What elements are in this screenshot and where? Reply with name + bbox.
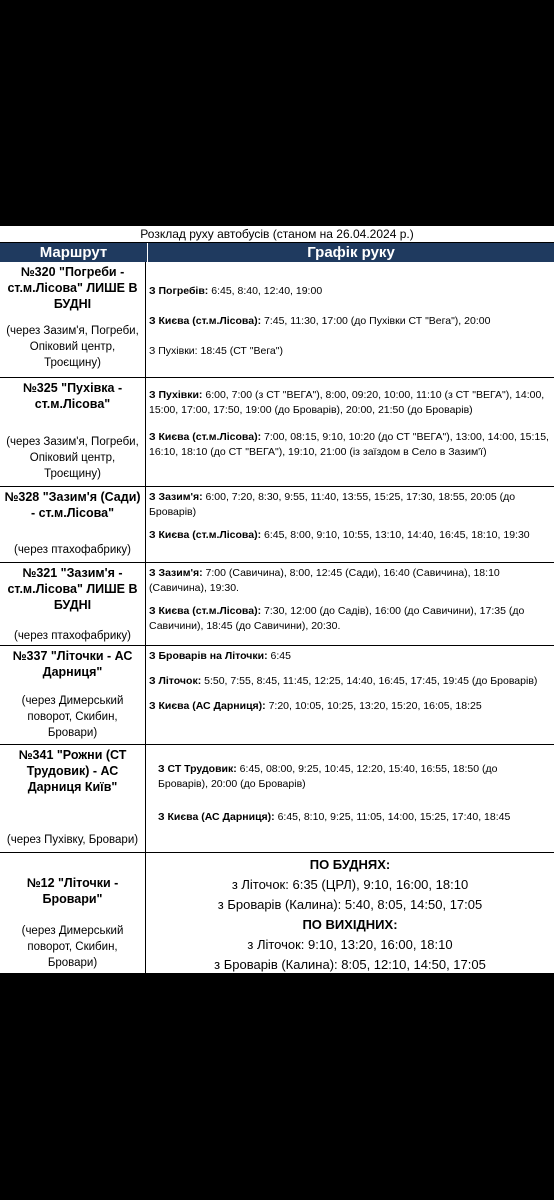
- route-via: (через Димерський поворот, Скибин, Бровари): [21, 925, 124, 969]
- schedule-line: з Броварів (Калина): 5:40, 8:05, 14:50, 17:05: [217, 897, 483, 912]
- schedule-cell: [146, 487, 554, 562]
- schedule-title: Розклад руху автобусів (станом на 26.04.2024 р.): [0, 226, 554, 243]
- route-name: №12 "Літочки - Бровари": [26, 876, 119, 906]
- route-cell: [0, 378, 146, 486]
- route-name: №320 "Погреби - ст.м.Лісова" ЛИШЕ В БУДНІ: [7, 265, 138, 311]
- schedule-line: з Літочок: 9:10, 13:20, 16:00, 18:10: [247, 937, 453, 952]
- schedule-line: З Погребів: 6:45, 8:40, 12:40, 19:00: [149, 285, 323, 297]
- schedule-line: з Броварів (Калина): 8:05, 12:10, 14:50, 17:05: [214, 957, 486, 972]
- route-cell: [0, 646, 146, 744]
- schedule-line: З Києва (ст.м.Лісова): 6:45, 8:00, 9:10, 10:55, 13:10, 14:40, 16:45, 18:10, 19:30: [149, 529, 530, 541]
- route-via: (через Димерський поворот, Скибин, Бровари): [21, 695, 124, 739]
- route-row: [0, 646, 554, 745]
- route-row: [0, 745, 554, 853]
- schedule-line: З Літочок: 5:50, 7:55, 8:45, 11:45, 12:25, 14:40, 16:45, 17:45, 19:45 (до Броварів): [149, 675, 538, 687]
- schedule-line: З Києва (ст.м.Лісова): 7:45, 11:30, 17:00 (до Пухівки СТ "Вега"), 20:00: [149, 315, 491, 327]
- route-name: №337 "Літочки - АС Дарниця": [12, 649, 133, 679]
- schedule-line: З Пухівки: 6:00, 7:00 (з СТ "ВЕГА"), 8:00, 09:20, 10:00, 11:10 (з СТ "ВЕГА"), 14:00, 15:00, 17:00, 17:50, 19:00 (до Броварів), 20:00, 21:50 (до Броварів): [149, 389, 545, 416]
- route-via: (через Пухівку, Бровари): [6, 834, 139, 846]
- schedule-line: З СТ Трудовик: 6:45, 08:00, 9:25, 10:45, 12:20, 15:40, 16:55, 18:50 (до Броварів), 20:00 (до Броварів): [158, 763, 498, 790]
- schedule-line: З Києва (АС Дарниця): 6:45, 8:10, 9:25, 11:05, 14:00, 15:25, 17:40, 18:45: [158, 811, 511, 823]
- route-name: №321 "Зазим'я - ст.м.Лісова" ЛИШЕ В БУДНІ: [7, 566, 138, 612]
- route-row: [0, 853, 554, 973]
- route-cell: [0, 745, 146, 852]
- schedule-line: З Зазим'я: 6:00, 7:20, 8:30, 9:55, 11:40, 13:55, 15:25, 17:30, 18:55, 20:05 (до Броварів): [149, 491, 516, 518]
- route-via: (через Зазим'я, Погреби, Опіковий центр, Троєщину): [6, 325, 139, 369]
- route-via: (через птахофабрику): [13, 630, 131, 642]
- route-cell: [0, 563, 146, 645]
- schedule-table: [0, 226, 554, 973]
- schedule-cell: [146, 563, 554, 645]
- schedule-line: З Києва (АС Дарниця): 7:20, 10:05, 10:25, 13:20, 15:20, 16:05, 18:25: [149, 700, 482, 712]
- route-via: (через Зазим'я, Погреби, Опіковий центр, Троєщину): [6, 436, 139, 480]
- schedule-line: З Києва (ст.м.Лісова): 7:30, 12:00 (до Садів), 16:00 (до Савичини), 17:35 (до Савичини), 18:45 (до Савичини), 20:30.: [149, 605, 525, 632]
- schedule-cell: [146, 262, 554, 377]
- schedule-line: З Києва (ст.м.Лісова): 7:00, 08:15, 9:10, 10:20 (до СТ "ВЕГА"), 13:00, 14:00, 15:15, 16:10, 18:10 (до СТ "ВЕГА"), 19:10, 21:00 (із заїздом в Село в Зазим'ї): [149, 431, 549, 458]
- route-via: (через птахофабрику): [13, 544, 131, 556]
- route-row: [0, 563, 554, 646]
- schedule-cell: [146, 853, 554, 973]
- schedule-cell: [146, 745, 554, 852]
- column-header-route: Маршрут: [0, 243, 148, 262]
- schedule-line: З Пухівки: 18:45 (СТ "Вега"): [149, 345, 283, 357]
- route-name: №341 "Рожни (СТ Трудовик) - АС Дарниця Київ": [18, 748, 127, 794]
- schedule-cell: [146, 378, 554, 486]
- route-cell: [0, 853, 146, 973]
- column-header-schedule: Графік руку: [307, 244, 395, 261]
- route-row: [0, 262, 554, 378]
- schedule-line: з Літочок: 6:35 (ЦРЛ), 9:10, 16:00, 18:10: [231, 877, 469, 892]
- schedule-line: З Зазим'я: 7:00 (Савичина), 8:00, 12:45 (Сади), 16:40 (Савичина), 18:10 (Савичина), 19:30.: [149, 567, 500, 594]
- route-row: [0, 378, 554, 487]
- route-cell: [0, 262, 146, 377]
- weekends-header: ПО ВИХІДНИХ:: [302, 917, 398, 932]
- route-name: №328 "Зазим'я (Сади) - ст.м.Лісова": [4, 490, 141, 520]
- table-header: [0, 243, 554, 262]
- schedule-line: З Броварів на Літочки: 6:45: [149, 650, 291, 662]
- weekdays-header: ПО БУДНЯХ:: [309, 857, 391, 872]
- schedule-cell: [146, 646, 554, 744]
- route-row: [0, 487, 554, 563]
- route-name: №325 "Пухівка - ст.м.Лісова": [22, 381, 123, 411]
- route-cell: [0, 487, 146, 562]
